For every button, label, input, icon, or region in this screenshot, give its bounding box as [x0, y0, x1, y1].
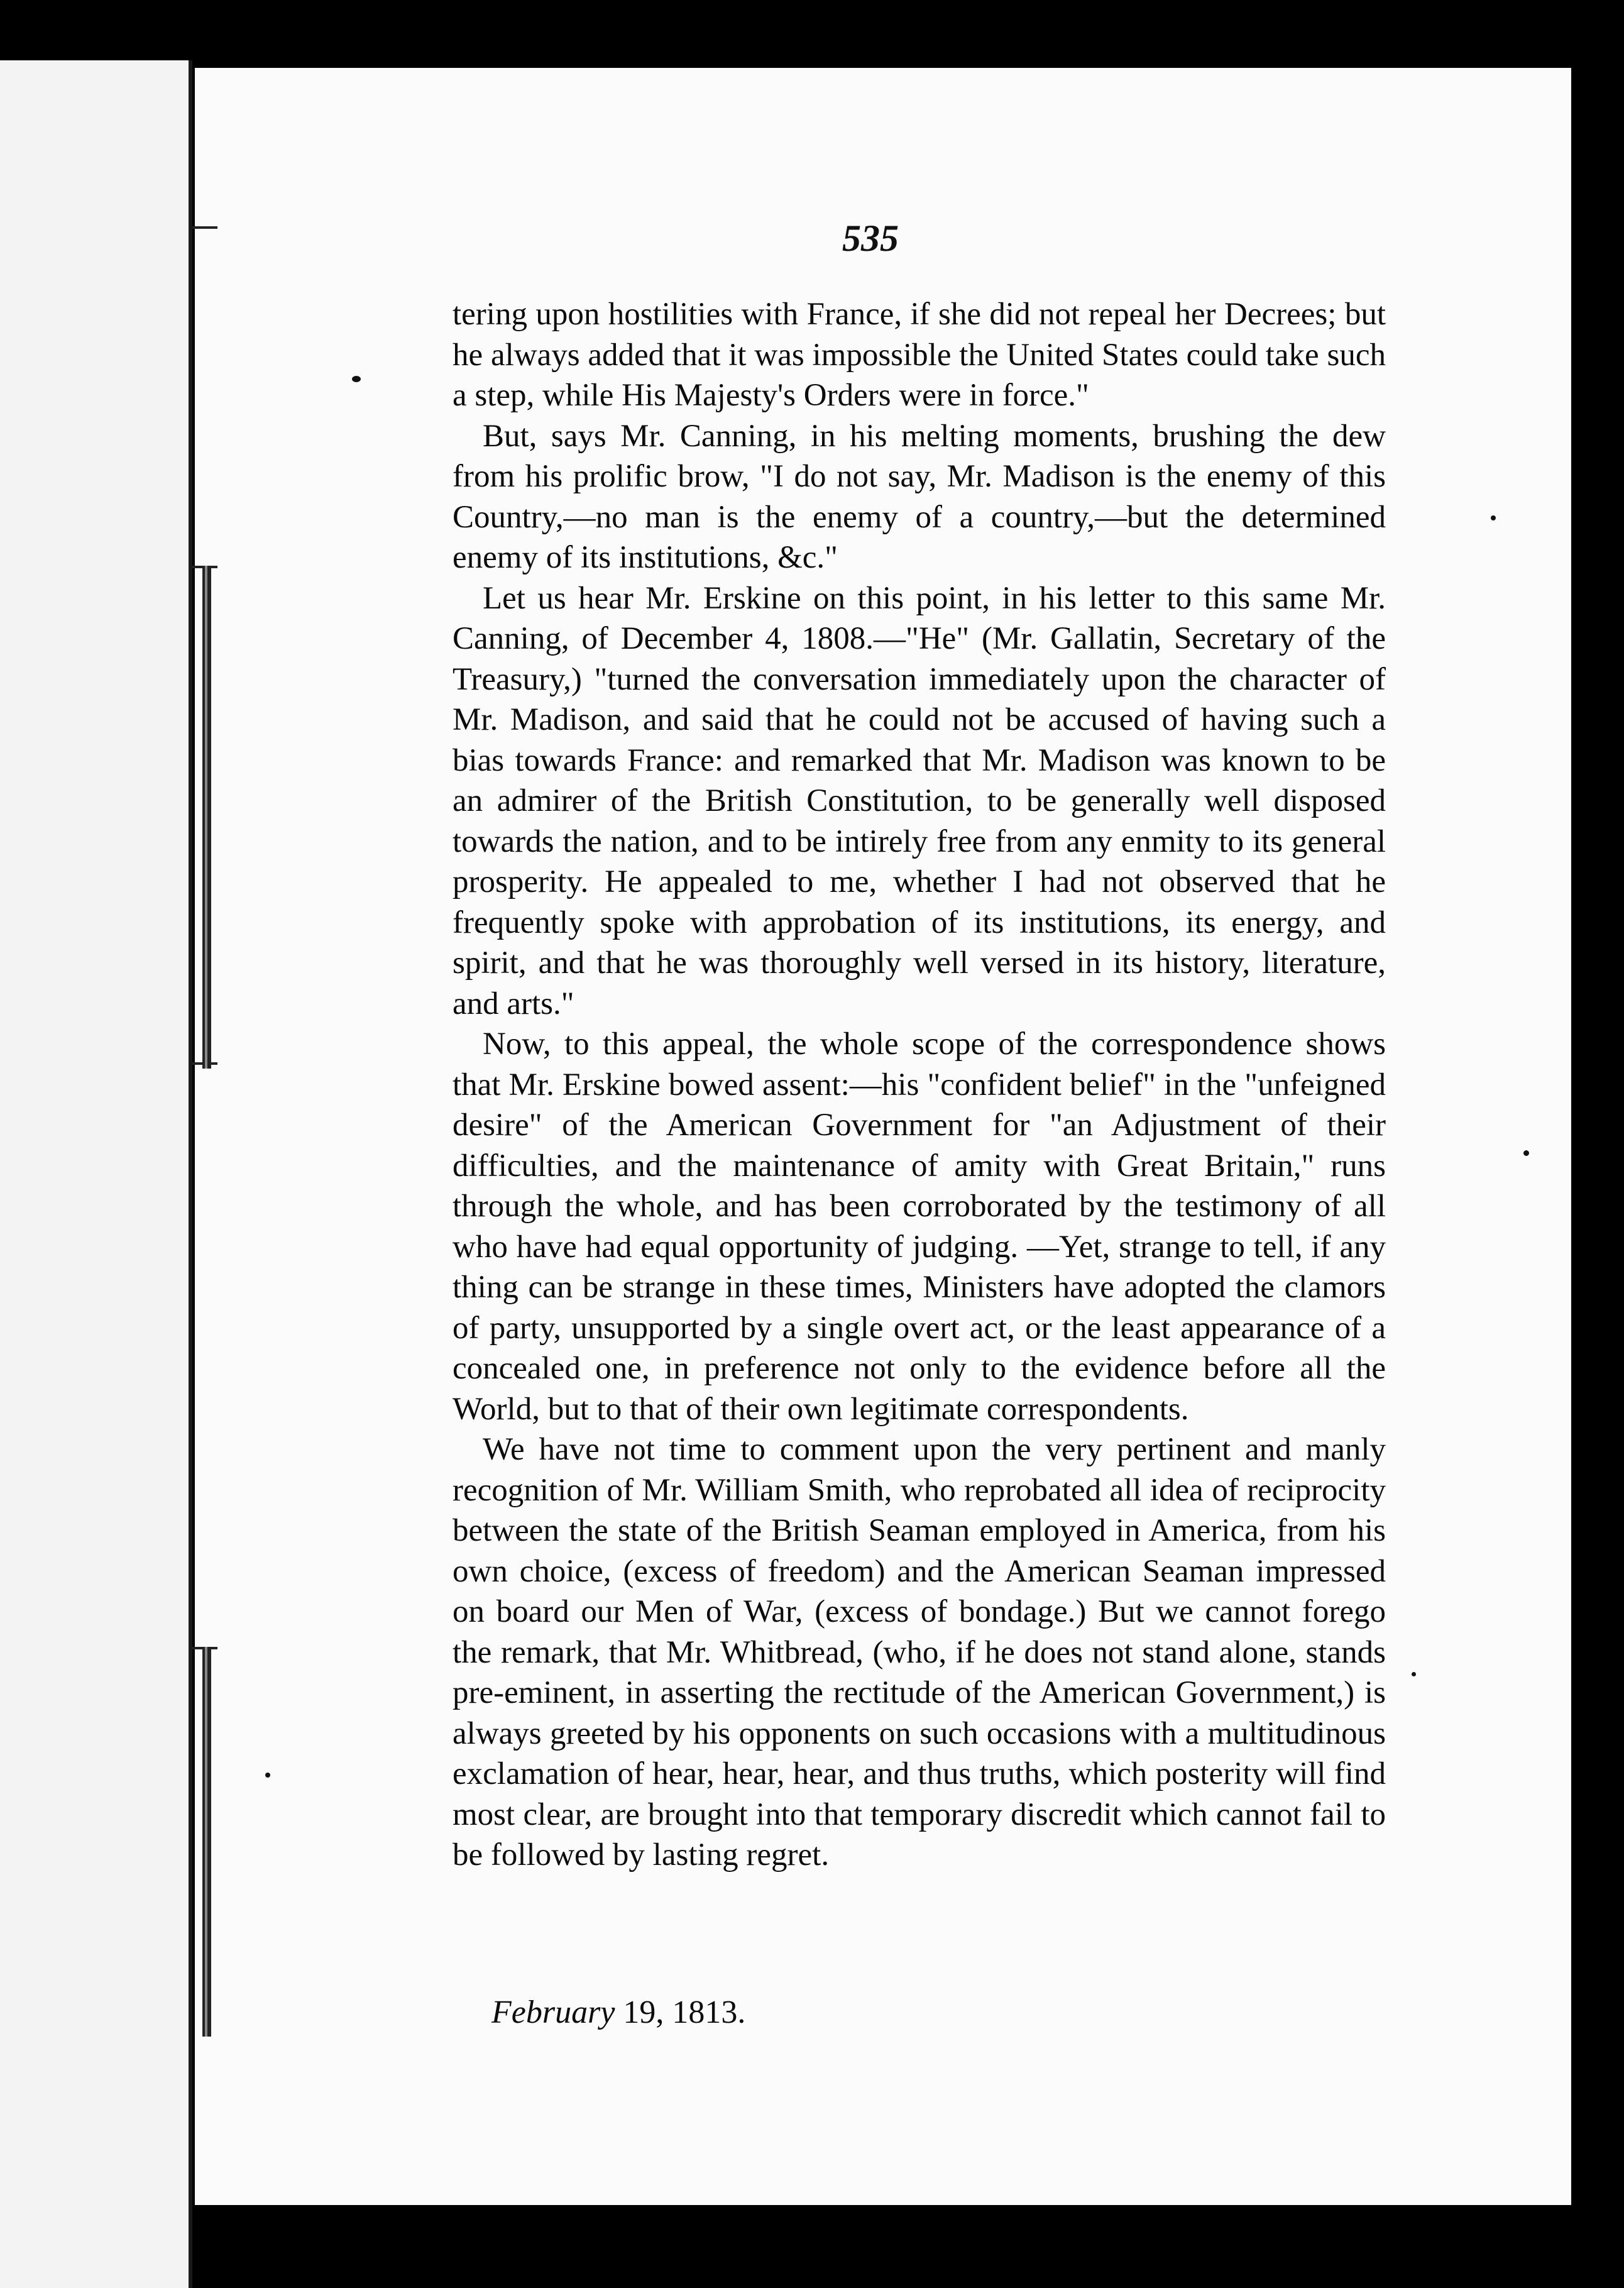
binding-stitch [202, 1647, 211, 2037]
page-number: 535 [842, 217, 899, 259]
dateline-month: February [491, 1994, 615, 2030]
gutter [189, 60, 192, 2288]
dateline-rest: 19, 1813. [623, 1994, 746, 2030]
body-text [453, 294, 1386, 1876]
facing-page-edge [0, 60, 189, 2288]
paragraph: Now, to this appeal, the whole scope of the correspondence shows that Mr. Erskine bowed assent:—his "confident belief" in the "unfeigned desire" of the American Government for "an Adjustment of their difficulties, and the maintenance of amity with Great Britain," runs through the whole, and has been corroborated by the testimony of all who have had equal opportunity of judging. —Yet, strange to tell, if any thing can be strange in these times, Ministers have adopted the clamors of party, unsupported by a single overt act, or the least appearance of a concealed one, in preference not only to the evidence before all the World, but to that of their own legitimate correspondents. [453, 1026, 1386, 1427]
paragraph: tering upon hostilities with France, if she did not repeal her Decrees; but he always added that it was impossible the United States could take such a step, while His Majesty's Orders were in force." [453, 297, 1386, 413]
ink-speck [265, 1773, 270, 1778]
paragraph: But, says Mr. Canning, in his melting moments, brushing the dew from his prolific brow, "I do not say, Mr. Madison is the enemy of this Country,—no man is the enemy of a country,—but the determined enemy of its institutions, &c." [453, 418, 1386, 575]
ink-speck [352, 376, 361, 382]
binding-stitch [202, 566, 211, 1069]
ink-speck [1523, 1150, 1529, 1156]
paragraph: Let us hear Mr. Erskine on this point, in his letter to this same Mr. Canning, of December 4, 1808.—"He" (Mr. Gallatin, Secretary of the Treasury,) "turned the conversation immediately upon the character of Mr. Madison, and said that he could not be accused of having such a bias towards France: and remarked that Mr. Madison was known to be an admirer of the British Constitution, to be generally well disposed towards the nation, and to be intirely free from any enmity to its general prosperity. He appealed to me, whether I had not observed that he frequently spoke with approbation of its institutions, its energy, and spirit, and that he was thoroughly well versed in its history, literature, and arts." [453, 580, 1386, 1021]
paragraph: We have not time to comment upon the very pertinent and manly recognition of Mr. William Smith, who reprobated all idea of reciprocity between the state of the British Seaman employed in America, from his own choice, (excess of freedom) and the American Seaman impressed on board our Men of War, (excess of bondage.) But we cannot forego the remark, that Mr. Whitbread, (who, if he does not stand alone, stands pre-eminent, in asserting the rectitude of the American Government,) is always greeted by his opponents on such occasions with a multitudinous exclamation of hear, hear, hear, and thus truths, which posterity will find most clear, are brought into that temporary discredit which cannot fail to be followed by lasting regret. [453, 1432, 1386, 1873]
dateline [491, 1994, 745, 2031]
ink-speck [1412, 1672, 1416, 1676]
binding-mark [192, 226, 217, 229]
ink-speck [1491, 515, 1496, 520]
